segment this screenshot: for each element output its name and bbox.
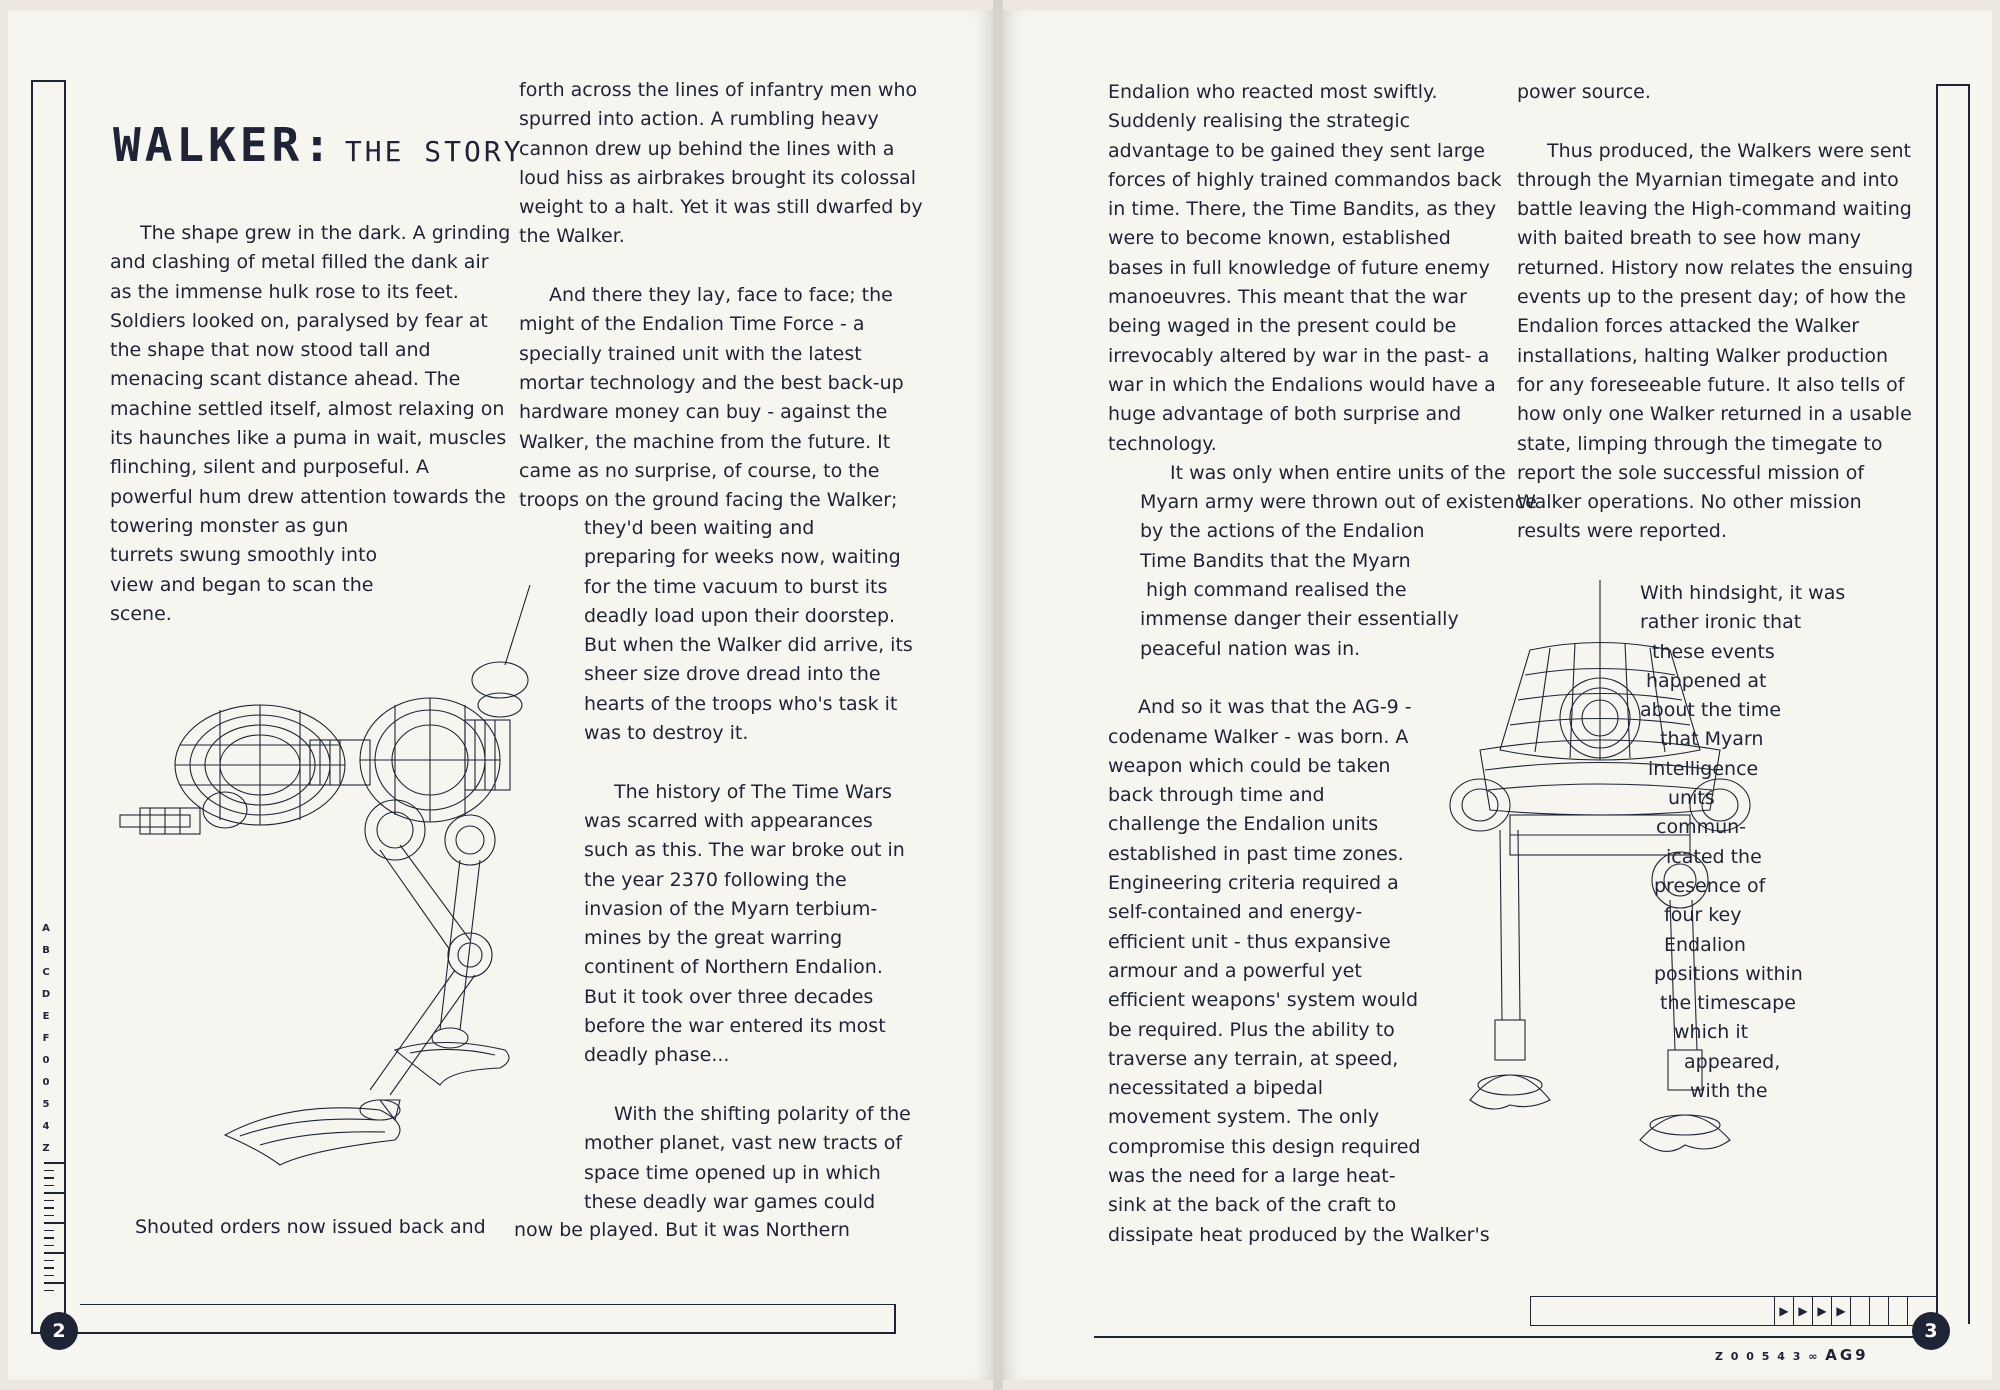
story-bottom-line: Shouted orders now issued back and [135,1216,486,1238]
text-line: preparing for weeks now, waiting [584,546,901,569]
text-line: turrets swung smoothly into [110,544,378,567]
text-line: high command realised the [1140,579,1407,602]
text-line: state, limping through the timegate to [1517,432,1883,455]
text-line: Thus produced, the Walkers were sent [1547,139,1911,162]
arrow-box-2: ▶ [1793,1296,1813,1326]
text-line: which it [1674,1021,1749,1044]
text-line: might of the Endalion Time Force - a [519,313,865,336]
text-line: challenge the Endalion units [1108,813,1379,836]
text-line: But when the Walker did arrive, its [584,634,913,657]
right-frame-left [1936,84,1938,1324]
ruler-tick [44,1177,54,1179]
text-line: And there they lay, face to face; the [549,284,893,307]
index-letter: 0 [42,1077,50,1088]
text-line: And so it was that the AG-9 - [1138,696,1412,719]
text-line: positions within [1654,962,1803,985]
text-line: was to destroy it. [584,722,749,745]
text-line: war in which the Endalions would have a [1108,373,1496,396]
text-line: presence of [1654,874,1766,897]
text-line: necessitated a bipedal [1108,1077,1324,1100]
right-column-2 [1517,78,1914,576]
text-line: rather ironic that [1640,611,1802,634]
left-frame-bottom [31,1332,896,1334]
text-line: about the time [1640,699,1782,722]
left-frame-right [64,80,66,1334]
arrow-box-1: ▶ [1774,1296,1794,1326]
text-line: mines by the great warring [584,927,843,950]
text-line: efficient unit - thus expansive [1108,930,1391,953]
text-line: powerful hum drew attention towards the [110,485,506,508]
book-spine [993,0,1003,1390]
text-line: and clashing of metal filled the dank air [110,251,489,274]
footer-code-small: Z 0 0 5 4 3 ∞ [1715,1350,1820,1363]
text-line: traverse any terrain, at speed, [1108,1047,1399,1070]
empty-box-1 [1850,1296,1870,1326]
ruler-tick [44,1200,54,1202]
ruler-tick [44,1282,64,1284]
index-letter: D [41,989,51,1000]
text-line: The shape grew in the dark. A grinding [140,222,511,244]
text-line: bases in full knowledge of future enemy [1108,256,1490,279]
ruler-tick [44,1245,54,1247]
empty-box-3 [1888,1296,1908,1326]
left-column-2-last [514,1216,904,1245]
text-line: be required. Plus the ability to [1108,1018,1395,1041]
text-line: the Walker. [519,225,625,248]
story-paragraph-10 [1517,137,1914,547]
text-line: efficient weapons' system would [1108,989,1419,1012]
left-column-2 [519,76,923,515]
page-title [113,118,524,172]
text-line: towering monster as gun [110,514,349,537]
story-paragraph-2 [519,76,923,252]
text-line: before the war entered its most [584,1015,886,1038]
text-line: report the sole successful mission of [1517,461,1865,484]
left-column-1-bottom [135,1213,495,1242]
right-frame-top [1936,84,1970,86]
text-line: loud hiss as airbrakes brought its colossal [519,166,917,189]
ruler-tick [44,1275,54,1277]
left-frame-top [31,80,66,82]
page-number-right: 3 [1912,1312,1950,1350]
text-line: these deadly war games could [584,1190,876,1213]
text-line: manoeuvres. This meant that the war [1108,286,1467,309]
text-line: its haunches like a puma in wait, muscles [110,427,507,450]
text-line: icated the [1666,845,1762,868]
text-line: for any foreseeable future. It also tells of [1517,373,1905,396]
index-letter: 0 [42,1055,50,1066]
text-line: compromise this design required [1108,1135,1421,1158]
text-line: mortar technology and the best back-up [519,371,904,394]
text-line: armour and a powerful yet [1108,959,1362,982]
text-line: happened at [1646,669,1767,692]
index-letter: 5 [42,1099,50,1110]
text-line: Walker, the machine from the future. It [519,430,891,453]
text-line: intelligence [1648,757,1759,780]
text-line: With hindsight, it was [1640,582,1846,604]
walker-front-wireframe [1440,580,1760,1180]
text-line: continent of Northern Endalion. [584,956,883,979]
text-line: in time. There, the Time Bandits, as they [1108,198,1497,221]
text-line: forth across the lines of infantry men who [519,79,918,101]
index-letter: C [42,967,50,978]
story-paragraph-9 [1517,78,1907,107]
text-line: events up to the present day; of how the [1517,286,1906,309]
ruler-tick [44,1290,54,1292]
story-paragraph-4 [584,778,904,1071]
text-line: results were reported. [1517,520,1727,543]
ruler-tick [44,1222,64,1224]
index-letter: Z [42,1143,50,1154]
text-line: Endalion who reacted most swiftly. [1108,81,1438,103]
text-line: how only one Walker returned in a usable [1517,403,1912,426]
text-line: It was only when entire units of the [1170,461,1506,484]
page-number-left: 2 [40,1312,78,1350]
text-line: with baited breath to see how many [1517,227,1862,250]
text-line: space time opened up in which [584,1161,881,1184]
text-line: irrevocably altered by war in the past- a [1108,344,1490,367]
arrow-box-4: ▶ [1831,1296,1851,1326]
text-line: cannon drew up behind the lines with a [519,137,895,160]
ruler-tick [44,1170,54,1172]
text-line: these events [1652,640,1775,663]
text-line: dissipate heat produced by the Walker's [1108,1223,1490,1246]
ruler-tick [44,1230,54,1232]
text-line: hearts of the troops who's task it [584,692,898,715]
text-line: spurred into action. A rumbling heavy [519,108,879,131]
text-line: But it took over three decades [584,985,874,1008]
footer-code-big: AG9 [1825,1346,1869,1364]
text-line: hardware money can buy - against the [519,401,888,424]
story-paragraph-3-wrap [584,514,913,748]
text-line: Endalion forces attacked the Walker [1517,315,1860,338]
ruler-tick [44,1252,64,1254]
text-line: back through time and [1108,784,1325,807]
text-line: returned. History now relates the ensuing [1517,256,1914,279]
right-frame-right [1968,84,1970,1324]
walker-side-wireframe [110,580,550,1180]
text-line: deadly phase... [584,1044,730,1067]
ruler-tick [44,1192,64,1194]
text-line: forces of highly trained commandos back [1108,168,1502,191]
text-line: were to become known, established [1108,227,1451,250]
text-line: units [1668,787,1715,810]
text-line: by the actions of the Endalion [1140,520,1425,543]
right-frame-bottom-box-left [1530,1296,1531,1326]
text-line: mother planet, vast new tracts of [584,1132,903,1155]
right-frame-bottom [1094,1336,1934,1338]
left-frame-bottom-top [80,1304,896,1305]
text-line: was scarred with appearances [584,809,873,832]
text-line: weapon which could be taken [1108,754,1391,777]
walker-side-wireframe-legs [225,800,509,1165]
text-line: Suddenly realising the strategic [1108,110,1411,133]
index-letter: F [42,1033,50,1044]
text-line: menacing scant distance ahead. The [110,368,461,391]
text-line: codename Walker - was born. A [1108,725,1409,748]
text-line: The history of The Time Wars [614,780,892,803]
text-line: Endalion [1664,933,1746,956]
text-line: Walker operations. No other mission [1517,491,1862,514]
story-paragraph-1 [110,219,511,629]
text-line: movement system. The only [1108,1106,1380,1129]
text-line: such as this. The war broke out in [584,839,905,862]
story-last-line: now be played. But it was Northern [514,1219,850,1241]
text-line: troops on the ground facing the Walker; [519,489,898,512]
walker-front-wireframe-body [1450,580,1750,855]
text-line: sheer size drove dread into the [584,663,881,686]
text-line: as the immense hulk rose to its feet. [110,280,459,303]
story-paragraph-5 [584,1100,911,1217]
index-column [38,918,54,1160]
text-line: advantage to be gained they sent large [1108,139,1485,162]
text-line: battle leaving the High-command waiting [1517,198,1912,221]
ruler-tick [44,1267,54,1269]
text-line: through the Myarnian timegate and into [1517,168,1899,191]
ruler-tick [44,1185,54,1187]
left-frame-left [31,80,33,1334]
text-line: specially trained unit with the latest [519,342,862,365]
text-line: sink at the back of the craft to [1108,1194,1397,1217]
left-column-2-wrap [584,514,913,1217]
index-letter: B [42,945,50,956]
text-line: machine settled itself, almost relaxing on [110,397,505,420]
text-line: Engineering criteria required a [1108,872,1399,895]
text-line: the shape that now stood tall and [110,339,431,362]
text-line: established in past time zones. [1108,842,1404,865]
text-line: that Myarn [1660,728,1764,751]
text-line: view and began to scan the [110,573,374,596]
text-line: Time Bandits that the Myarn [1140,549,1411,572]
text-line: immense danger their essentially [1140,608,1459,631]
title-sub: THE STORY [344,135,524,168]
text-line: peaceful nation was in. [1140,637,1361,660]
text-line: Soldiers looked on, paralysed by fear at [110,309,488,332]
ruler-tick [44,1162,64,1164]
text-line: with the [1690,1080,1768,1103]
text-line: technology. [1108,432,1217,455]
footer-code [1715,1346,1869,1364]
title-main: WALKER: [113,118,335,172]
text-line: huge advantage of both surprise and [1108,403,1462,426]
left-frame-bottom-end [894,1304,896,1334]
text-line: deadly load upon their doorstep. [584,604,896,627]
text-line: came as no surprise, of course, to the [519,459,880,482]
text-line: four key [1664,904,1742,927]
left-column-1 [110,219,511,629]
arrow-box-3: ▶ [1812,1296,1832,1326]
index-letter: 4 [42,1121,50,1132]
text-line: scene. [110,602,172,625]
text-line: installations, halting Walker production [1517,344,1889,367]
text-line: being waged in the present could be [1108,315,1457,338]
ruler-tick [44,1237,54,1239]
text-line: appeared, [1684,1050,1781,1073]
text-line: weight to a halt. Yet it was still dwarfed by [519,196,923,219]
index-letter: A [42,923,50,934]
walker-front-wireframe-legs [1470,830,1730,1151]
text-line: power source. [1517,81,1651,103]
text-line: commun- [1656,816,1747,839]
story-paragraph-6 [1108,78,1502,459]
text-line: invasion of the Myarn terbium- [584,897,878,920]
text-line: was the need for a large heat- [1108,1164,1396,1187]
text-line: Myarn army were thrown out of existence [1140,491,1537,514]
text-line: With the shifting polarity of the [614,1102,911,1125]
text-line: the timescape [1660,992,1796,1015]
text-line: the year 2370 following the [584,868,847,891]
story-paragraph-3 [519,281,904,515]
text-line: for the time vacuum to burst its [584,575,888,598]
ruler-tick [44,1207,54,1209]
index-letter: E [42,1011,50,1022]
text-line: flinching, silent and purposeful. A [110,456,429,479]
walker-side-wireframe-body [120,585,530,834]
ruler-tick [44,1215,54,1217]
ruler-tick [44,1260,54,1262]
text-line: self-contained and energy- [1108,901,1363,924]
text-line: they'd been waiting and [584,517,815,539]
empty-box-2 [1869,1296,1889,1326]
